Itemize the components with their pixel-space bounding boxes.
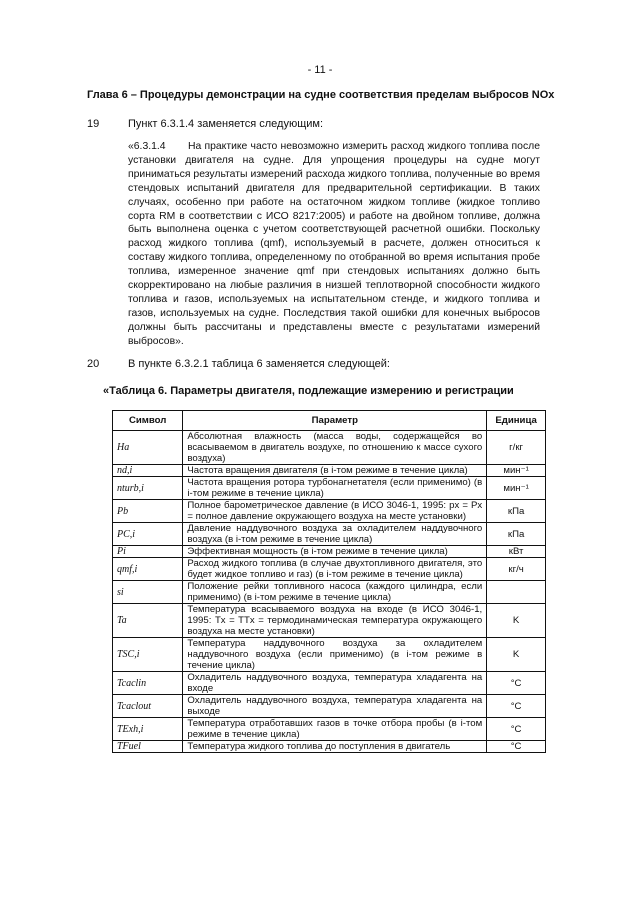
clause-body: На практике часто невозможно измерить расход жидкого топлива после установки двигателя на судне. Для упрощения процедуры на судне могут приниматься результаты измерений расхода жидкого топлива, полученные во время стендовых испытаний двигателя для предварительной сертификации. В таких случаях, особенно при работе на остаточном жидком топливе (жидкое топливо сорта RM в соответствии с ИСО 8217:2005) и работе на двойном топливе, должна быть выполнена оценка с учетом соответствующей расчетной ошибки. Поскольку расход жидкого топлива (qmf), используемый в расчете, должен относиться к составу жидкого топлива, определенному по отобранной во время испытания пробе топлива, измеренное значение qmf при стендовых испытаниях должно быть скорректировано на любые различия в низшей теплотворной способности жидкого топлива и газов, используемых на испытательном стенде, и жидкого топлива и газов, используемых на судне. Последствия такой ошибки для конечных выбросов должны быть рассчитаны и представлены вместе с результатами измерений выбросов». [128, 141, 540, 347]
symbol-cell: Ta [113, 604, 183, 638]
parameter-cell: Положение рейки топливного насоса (каждого цилиндра, если применимо) (в i-том режиме в течение цикла) [183, 581, 487, 604]
parameter-cell: Частота вращения двигателя (в i-том режиме в течение цикла) [183, 465, 487, 477]
symbol-cell: Tcaclout [113, 695, 183, 718]
unit-cell: кПа [487, 523, 546, 546]
parameter-cell: Полное барометрическое давление (в ИСО 3046-1, 1995: px = Px = полное давление окружающего воздуха на месте установки) [183, 500, 487, 523]
symbol-cell: Ha [113, 431, 183, 465]
table-row [113, 546, 546, 558]
paragraph-number-19: 19 [87, 118, 100, 130]
parameter-cell: Температура жидкого топлива до поступления в двигатель [183, 741, 487, 753]
unit-cell: °C [487, 741, 546, 753]
unit-cell: °C [487, 695, 546, 718]
parameter-cell: Температура наддувочного воздуха за охладителем наддувочного воздуха (если применимо) (в i-том режиме в течение цикла) [183, 638, 487, 672]
paragraph-20-lead: В пункте 6.3.2.1 таблица 6 заменяется следующей: [128, 358, 390, 370]
unit-cell: K [487, 604, 546, 638]
symbol-cell: nd,i [113, 465, 183, 477]
table-row [113, 523, 546, 546]
paragraph-number-20: 20 [87, 358, 100, 370]
table-row [113, 718, 546, 741]
parameter-cell: Температура всасываемого воздуха на входе (в ИСО 3046-1, 1995: Tx = TTx = термодинамическая температура окружающего воздуха на месте установки) [183, 604, 487, 638]
table-header-row [113, 411, 546, 431]
header-symbol: Символ [113, 411, 183, 431]
parameter-cell: Частота вращения ротора турбонагнетателя (если применимо) (в i-том режиме в течение цикла) [183, 477, 487, 500]
table-row [113, 581, 546, 604]
symbol-cell: TFuel [113, 741, 183, 753]
table-row [113, 672, 546, 695]
unit-cell: кВт [487, 546, 546, 558]
parameter-cell: Охладитель наддувочного воздуха, температура хладагента на входе [183, 672, 487, 695]
table-row [113, 604, 546, 638]
table-title: «Таблица 6. Параметры двигателя, подлежащие измерению и регистрации [103, 385, 514, 397]
symbol-cell: TExh,i [113, 718, 183, 741]
unit-cell: °C [487, 718, 546, 741]
unit-cell [487, 581, 546, 604]
symbol-cell: qmf,i [113, 558, 183, 581]
clause-label: «6.3.1.4 [128, 141, 166, 152]
table-row [113, 500, 546, 523]
symbol-cell: Tcaclin [113, 672, 183, 695]
table-row [113, 558, 546, 581]
unit-cell: K [487, 638, 546, 672]
symbol-cell: si [113, 581, 183, 604]
symbol-cell: nturb,i [113, 477, 183, 500]
table-row [113, 465, 546, 477]
parameter-cell: Эффективная мощность (в i-том режиме в течение цикла) [183, 546, 487, 558]
table-row [113, 431, 546, 465]
symbol-cell: Pi [113, 546, 183, 558]
parameter-cell: Охладитель наддувочного воздуха, температура хладагента на выходе [183, 695, 487, 718]
symbol-cell: Pb [113, 500, 183, 523]
unit-cell: кПа [487, 500, 546, 523]
paragraph-19-lead: Пункт 6.3.1.4 заменяется следующим: [128, 118, 324, 130]
header-unit: Единица [487, 411, 546, 431]
quoted-paragraph-6-3-1-4 [128, 140, 540, 349]
symbol-cell: TSC,i [113, 638, 183, 672]
unit-cell: г/кг [487, 431, 546, 465]
header-parameter: Параметр [183, 411, 487, 431]
unit-cell: мин⁻¹ [487, 465, 546, 477]
symbol-cell: PC,i [113, 523, 183, 546]
table-row [113, 638, 546, 672]
page-number: - 11 - [307, 64, 333, 76]
parameter-cell: Расход жидкого топлива (в случае двухтопливного двигателя, это будет жидкое топливо и газ) (в i-том режиме в течение цикла) [183, 558, 487, 581]
parameter-cell: Абсолютная влажность (масса воды, содержащейся во всасываемом в двигатель воздухе, по отношению к массе сухого воздуха) [183, 431, 487, 465]
unit-cell: кг/ч [487, 558, 546, 581]
unit-cell: °C [487, 672, 546, 695]
parameter-cell: Давление наддувочного воздуха за охладителем наддувочного воздуха (в i-том режиме в течение цикла) [183, 523, 487, 546]
engine-parameters-table [112, 410, 546, 753]
chapter-title: Глава 6 – Процедуры демонстрации на судне соответствия пределам выбросов NOx [87, 89, 555, 101]
table-body [113, 431, 546, 753]
table-row [113, 741, 546, 753]
unit-cell: мин⁻¹ [487, 477, 546, 500]
table-row [113, 695, 546, 718]
parameter-cell: Температура отработавших газов в точке отбора пробы (в i-том режиме в течение цикла) [183, 718, 487, 741]
table-row [113, 477, 546, 500]
